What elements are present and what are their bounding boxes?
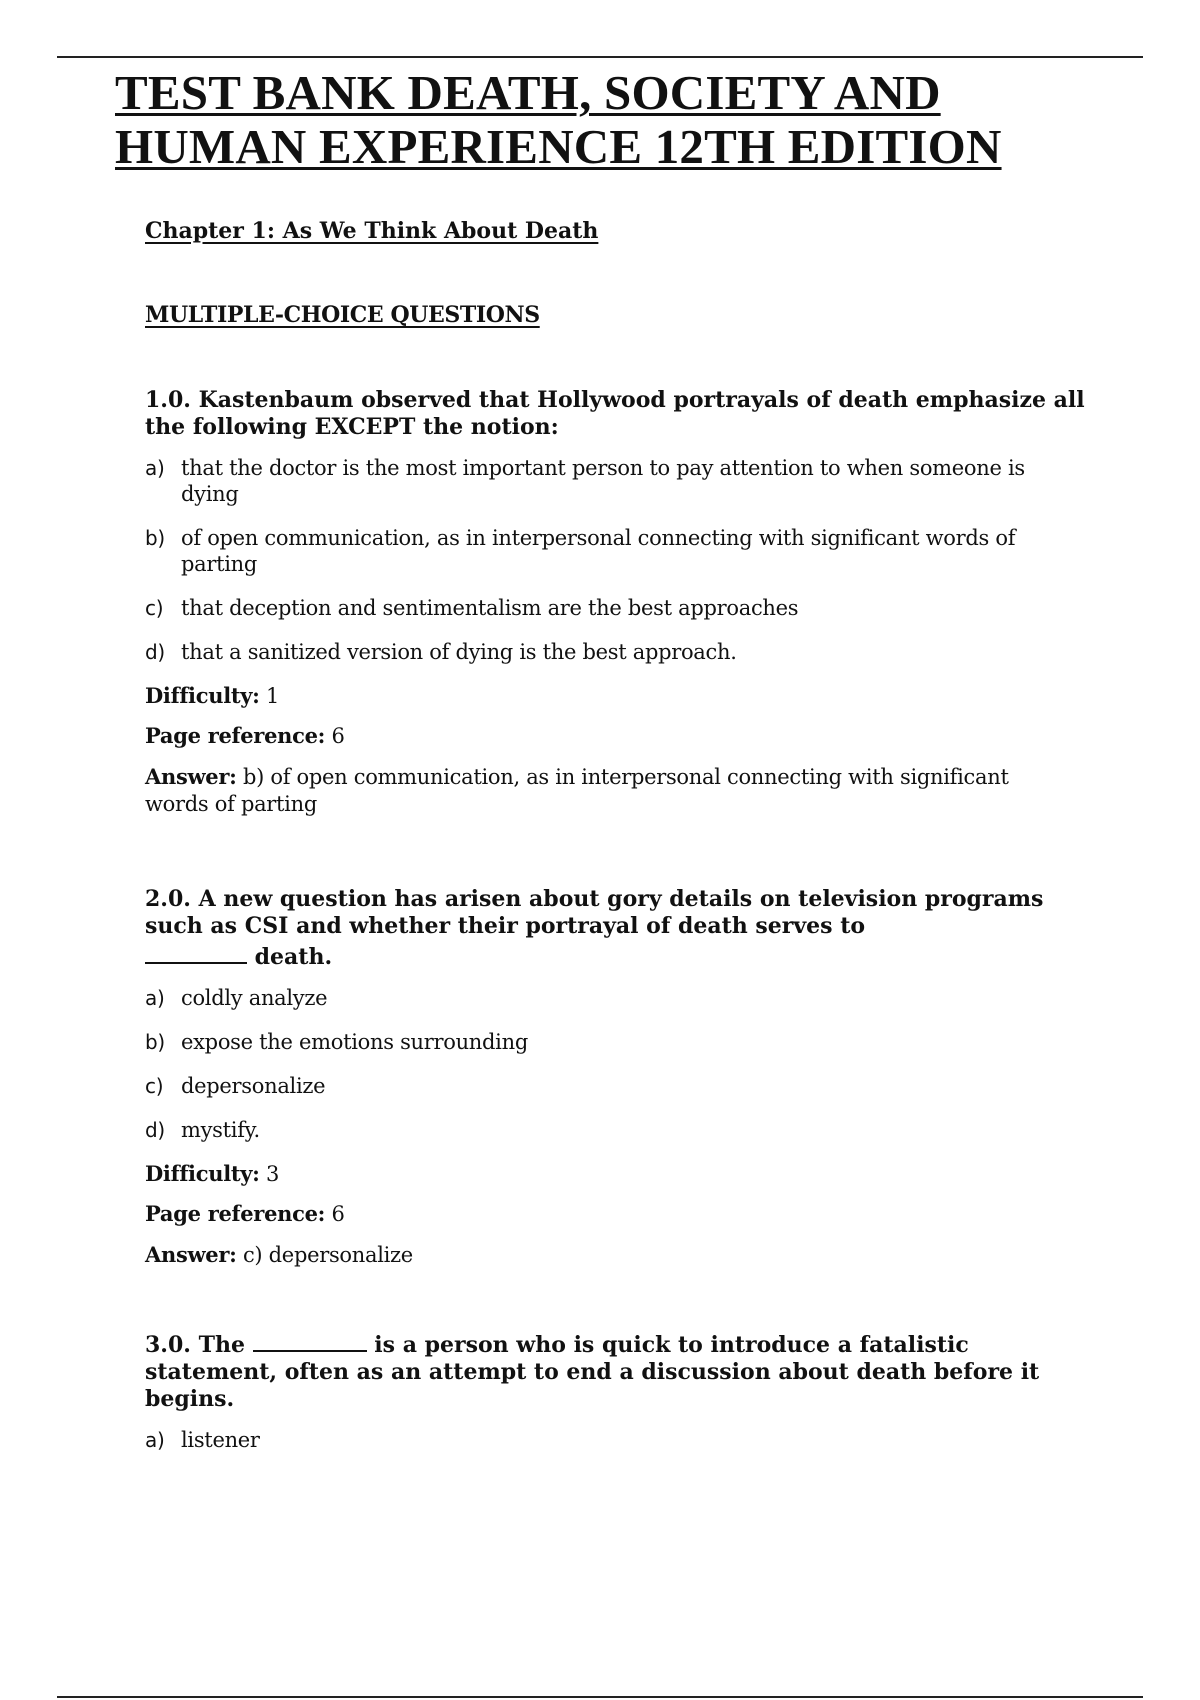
option-c [145,1073,1085,1099]
option-text: depersonalize [181,1074,326,1098]
stem-before-blank: 2.0. A new question has arisen about gory details on television programs such as CSI and whether their portrayal of death serves to [145,886,1044,939]
option-letter: b) [145,526,165,550]
option-letter: c) [145,596,164,620]
page-reference [145,1201,1085,1227]
option-letter: a) [145,456,165,480]
answer [145,763,1085,818]
title-line-1: TEST BANK DEATH, SOCIETY AND [115,65,941,120]
option-letter: a) [145,1428,165,1452]
option-letter: a) [145,986,165,1010]
answer [145,1241,1085,1269]
difficulty-value: 3 [266,1162,280,1186]
answer-value: c) depersonalize [242,1243,413,1267]
question-stem [145,886,1085,971]
option-text: coldly analyze [181,986,328,1010]
option-text: mystify. [181,1118,260,1142]
answer-label: Answer: [145,1242,237,1267]
question-2 [145,886,1085,1269]
option-text: that a sanitized version of dying is the best approach. [181,640,737,664]
options-list [145,1427,1085,1453]
option-d [145,639,1085,665]
option-text: of open communication, as in interpersonal connecting with significant words of parting [181,526,1016,576]
option-letter: d) [145,640,165,664]
difficulty [145,1161,1085,1187]
section-heading: MULTIPLE-CHOICE QUESTIONS [145,302,540,328]
difficulty [145,683,1085,709]
answer-label: Answer: [145,764,237,789]
option-c [145,595,1085,621]
option-text: listener [181,1428,260,1452]
answer-value: b) of open communication, as in interpersonal connecting with significant words of parting [145,765,1009,816]
option-d [145,1117,1085,1143]
top-rule [57,56,1143,58]
page-reference-value: 6 [331,724,345,748]
stem-after-blank: death. [247,944,333,970]
option-text: that deception and sentimentalism are the best approaches [181,596,799,620]
question-stem: 1.0. Kastenbaum observed that Hollywood portrayals of death emphasize all the following EXCEPT the notion: [145,387,1085,440]
page-reference-label: Page reference: [145,1201,326,1226]
option-b [145,1029,1085,1055]
chapter-heading: Chapter 1: As We Think About Death [145,218,599,244]
option-text: that the doctor is the most important person to pay attention to when someone is dying [181,456,1025,506]
option-b [145,525,1085,577]
fill-in-blank [145,940,247,964]
difficulty-value: 1 [266,684,280,708]
option-letter: c) [145,1074,164,1098]
question-3 [145,1328,1085,1471]
options-list [145,985,1085,1143]
difficulty-label: Difficulty: [145,1161,260,1186]
page-reference-value: 6 [331,1202,345,1226]
question-1 [145,387,1085,818]
title-line-2: HUMAN EXPERIENCE 12TH EDITION [115,119,1002,174]
stem-before-blank: 3.0. The [145,1332,245,1358]
option-text: expose the emotions surrounding [181,1030,528,1054]
fill-in-blank [253,1328,367,1352]
bottom-rule [57,1696,1143,1698]
difficulty-label: Difficulty: [145,683,260,708]
page-reference-label: Page reference: [145,723,326,748]
option-letter: d) [145,1118,165,1142]
question-stem [145,1328,1085,1413]
option-a [145,985,1085,1011]
document-title [115,66,1115,174]
option-letter: b) [145,1030,165,1054]
option-a [145,455,1085,507]
page-reference [145,723,1085,749]
stem-after-blank: is a person who is quick to introduce a fatalistic statement, often as an attempt to end a discussion about death before it begins. [145,1332,1040,1412]
option-a [145,1427,1085,1453]
options-list [145,455,1085,665]
